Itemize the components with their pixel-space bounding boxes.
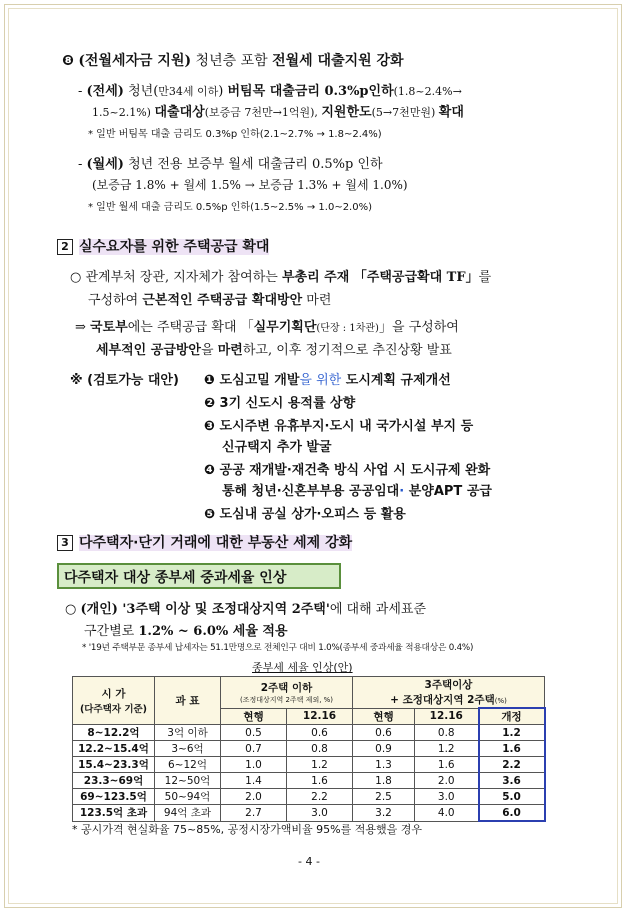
- review4-c: ·: [399, 484, 405, 499]
- sec2-p4d: 하고, 이후 정기적으로 추진상황 발표: [242, 343, 452, 358]
- table-cell: 50~94억: [155, 789, 221, 805]
- table-cell: 0.6: [287, 725, 353, 741]
- sec2-p3: [75, 316, 459, 335]
- jeonse-text-b: 만34세 이하: [158, 85, 219, 98]
- table-caption: 종부세 세율 인상(안): [252, 661, 353, 674]
- table-cell: 1.6: [479, 741, 545, 757]
- tax-rate-table: [72, 676, 546, 822]
- section3-title: 다주택자·단기 거래에 대한 부동산 세제 강화: [79, 535, 353, 551]
- sec2-p3a: ⇒: [75, 320, 91, 335]
- th-three-text: 3주택이상: [424, 679, 473, 691]
- table-cell: 123.5억 초과: [73, 805, 155, 822]
- table-cell: 2.0: [221, 789, 287, 805]
- review-item-1: [204, 369, 451, 388]
- sec2-p2a: 구성하여: [88, 293, 143, 308]
- table-row: [73, 725, 545, 741]
- table-cell: 1.8: [353, 773, 415, 789]
- review-item-2: ❷ 3기 신도시 용적률 상향: [204, 396, 356, 411]
- table-cell: 6~12억: [155, 757, 221, 773]
- item8-head: (전월세자금 지원): [78, 53, 192, 69]
- table-cell: 2.7: [221, 805, 287, 822]
- section2-title: 실수요자를 위한 주택공급 확대: [79, 239, 270, 255]
- table-cell: 6.0: [479, 805, 545, 822]
- th-cur2: 현행: [353, 708, 415, 725]
- sec2-p3d: 실무기획단: [253, 320, 317, 335]
- th-new: 개정: [479, 708, 545, 725]
- review-item-3a: ❸ 도시주변 유휴부지·도시 내 국가시설 부지 등: [204, 419, 474, 434]
- page-number: - 4 -: [298, 855, 320, 868]
- jeonse2-d: 지원한도: [321, 105, 372, 120]
- section3-heading: [57, 532, 352, 552]
- table-cell: 94억 초과: [155, 805, 221, 822]
- table-row: [73, 805, 545, 822]
- wolse-line1: - (월세) 청년 전용 보증부 월세 대출금리 0.5%p 인하: [78, 157, 383, 172]
- review1-a: ❶ 도심고밀 개발: [204, 373, 300, 388]
- table-row: [73, 773, 545, 789]
- sec2-p4b: 을: [201, 343, 218, 358]
- table-cell: 1.4: [221, 773, 287, 789]
- table-cell: 2.2: [287, 789, 353, 805]
- jeonse-line2: [92, 101, 464, 120]
- sec2-p2b: 근본적인 주택공급 확대방안: [142, 293, 303, 308]
- section2-number: 2: [57, 239, 73, 255]
- review1-c: 도시계획 규제개선: [341, 373, 451, 388]
- sec2-p4a: 세부적인 공급방안: [96, 343, 201, 358]
- sec2-p3f: 」을 구성하여: [378, 320, 459, 335]
- sec2-p2: [88, 289, 331, 308]
- jeonse-label: (전세): [86, 84, 124, 99]
- table-cell: 0.8: [287, 741, 353, 757]
- table-cell: 2.5: [353, 789, 415, 805]
- wolse-label: (월세): [86, 157, 124, 172]
- item8-number: ❽: [62, 53, 74, 69]
- wolse-text: 청년 전용 보증부 월세 대출금리 0.5%p 인하: [123, 157, 383, 172]
- wolse-line2: (보증금 1.8% + 월세 1.5% → 보증금 1.3% + 월세 1.0%): [92, 178, 408, 192]
- table-cell: 0.5: [221, 725, 287, 741]
- table-footnote: * 공시가격 현실화율 75~85%, 공정시장가액비율 95%를 적용했을 경우: [72, 823, 422, 836]
- sec2-p1a: ○ 관계부처 장관, 지자체가 참여하는: [70, 270, 282, 285]
- sec2-p1: [70, 266, 491, 285]
- jeonse-text-a: 청년(: [123, 84, 159, 99]
- table-cell: 3.0: [415, 789, 479, 805]
- jeonse-text-c: ): [218, 84, 228, 99]
- th-two-sub: (조정대상지역 2주택 제외, %): [239, 695, 334, 704]
- jeonse-line1: - (전세) 청년(만34세 이하) 버팀목 대출금리 0.3%p인하(1.8~2.4%→: [78, 84, 462, 99]
- item8-mid: 청년층 포함: [191, 53, 273, 69]
- table-cell: 1.2: [479, 725, 545, 741]
- sec3-p1a: ○: [65, 602, 81, 617]
- th-sigga-sub: (다주택자 기준): [79, 704, 148, 715]
- sec2-p3e: (단장 : 1차관): [316, 323, 379, 334]
- jeonse2-a: 1.5~2.1%): [92, 106, 155, 119]
- th-three-unit: (%): [494, 697, 507, 705]
- table-cell: 1.0: [221, 757, 287, 773]
- sec3-note: * '19년 주택부문 종부세 납세자는 51.1만명으로 전체인구 대비 1.0%(종부세 중과세율 적용대상은 0.4%): [82, 643, 474, 653]
- sec3-p1: [65, 598, 426, 617]
- table-cell: 1.2: [415, 741, 479, 757]
- table-cell: 3~6억: [155, 741, 221, 757]
- table-cell: 1.6: [415, 757, 479, 773]
- th-1216: 12.16: [287, 708, 353, 725]
- th-cur: 현행: [221, 708, 287, 725]
- sec2-p4: [96, 339, 452, 358]
- table-cell: 0.9: [353, 741, 415, 757]
- table-cell: 3억 이하: [155, 725, 221, 741]
- jeonse-text-e: (1.8~2.4%→: [393, 85, 462, 98]
- th-two: [221, 677, 353, 709]
- wolse-note: * 일반 월세 대출 금리도 0.5%p 인하(1.5~2.5% → 1.0~2.0%): [88, 202, 372, 213]
- review4-b: 통해 청년·신혼부부용 공공임대: [222, 484, 400, 499]
- table-cell: 3.2: [353, 805, 415, 822]
- table-cell: 69~123.5억: [73, 789, 155, 805]
- sec3-p2b: 1.2% ~ 6.0% 세율 적용: [138, 624, 288, 639]
- section2-heading: [57, 236, 269, 256]
- th-gwapyo: 과 표: [155, 677, 221, 725]
- table-cell: 23.3~69억: [73, 773, 155, 789]
- sec2-p3b: 국토부: [90, 320, 128, 335]
- th-two-text: 2주택 이하: [260, 681, 313, 694]
- jeonse2-f: 확대: [438, 105, 464, 120]
- table-cell: 0.7: [221, 741, 287, 757]
- jeonse2-b: 대출대상: [154, 105, 205, 120]
- table-cell: 1.6: [287, 773, 353, 789]
- table-cell: 5.0: [479, 789, 545, 805]
- review-label: ※ (검토가능 대안): [70, 373, 179, 388]
- sec3-p2: [84, 620, 288, 639]
- table-cell: 0.6: [353, 725, 415, 741]
- sec2-p1c: 를: [478, 270, 492, 285]
- jeonse2-e: (5→7천만원): [371, 106, 439, 119]
- sec2-p4c: 마련: [217, 343, 243, 358]
- table-cell: 3.6: [479, 773, 545, 789]
- table-cell: 4.0: [415, 805, 479, 822]
- table-cell: 15.4~23.3억: [73, 757, 155, 773]
- table-row: [73, 757, 545, 773]
- table-cell: 2.0: [415, 773, 479, 789]
- th-three: [353, 677, 545, 709]
- sec3-p1c: 에 대해 과세표준: [329, 602, 427, 617]
- sec2-p2c: 마련: [302, 293, 332, 308]
- th-sigga: [73, 677, 155, 725]
- jeonse2-c: (보증금 7천만→1억원),: [204, 106, 322, 119]
- table-cell: 12~50억: [155, 773, 221, 789]
- sec2-p1b: 부총리 주재 「주택공급확대 TF」: [281, 270, 479, 285]
- table-cell: 8~12.2억: [73, 725, 155, 741]
- table-row: [73, 789, 545, 805]
- review-item-4b: [222, 480, 492, 499]
- jeonse-text-d: 버팀목 대출금리 0.3%p인하: [227, 84, 394, 99]
- section3-box-title: 다주택자 대상 종부세 중과세율 인상: [64, 570, 287, 586]
- table-cell: 1.3: [353, 757, 415, 773]
- sec2-p3c: 에는 주택공급 확대 「: [127, 320, 254, 335]
- item8-tail: 전월세 대출지원 강화: [272, 53, 404, 69]
- table-cell: 1.2: [287, 757, 353, 773]
- section3-number: 3: [57, 535, 73, 551]
- th-sigga-text: 시 가: [101, 688, 126, 700]
- review-item-3b: 신규택지 추가 발굴: [222, 440, 332, 455]
- review-item-4a: ❹ 공공 재개발·재건축 방식 사업 시 도시규제 완화: [204, 463, 491, 478]
- th-three-sub: + 조정대상지역 2주택: [390, 694, 495, 706]
- review1-b: 을 위한: [299, 373, 342, 388]
- table-cell: 12.2~15.4억: [73, 741, 155, 757]
- table-cell: 3.0: [287, 805, 353, 822]
- review-item-5: ❺ 도심내 공실 상가·오피스 등 활용: [204, 507, 406, 522]
- sec3-p2a: 구간별로: [84, 624, 139, 639]
- table-row: [73, 741, 545, 757]
- review4-d: 분양APT 공급: [404, 484, 492, 499]
- jeonse-note: * 일반 버팀목 대출 금리도 0.3%p 인하(2.1~2.7% → 1.8~2.4%): [88, 129, 382, 140]
- table-cell: 2.2: [479, 757, 545, 773]
- sec3-p1b: (개인) '3주택 이상 및 조정대상지역 2주택': [80, 602, 330, 617]
- table-cell: 0.8: [415, 725, 479, 741]
- item8-heading: [62, 50, 404, 70]
- th-1216b: 12.16: [415, 708, 479, 725]
